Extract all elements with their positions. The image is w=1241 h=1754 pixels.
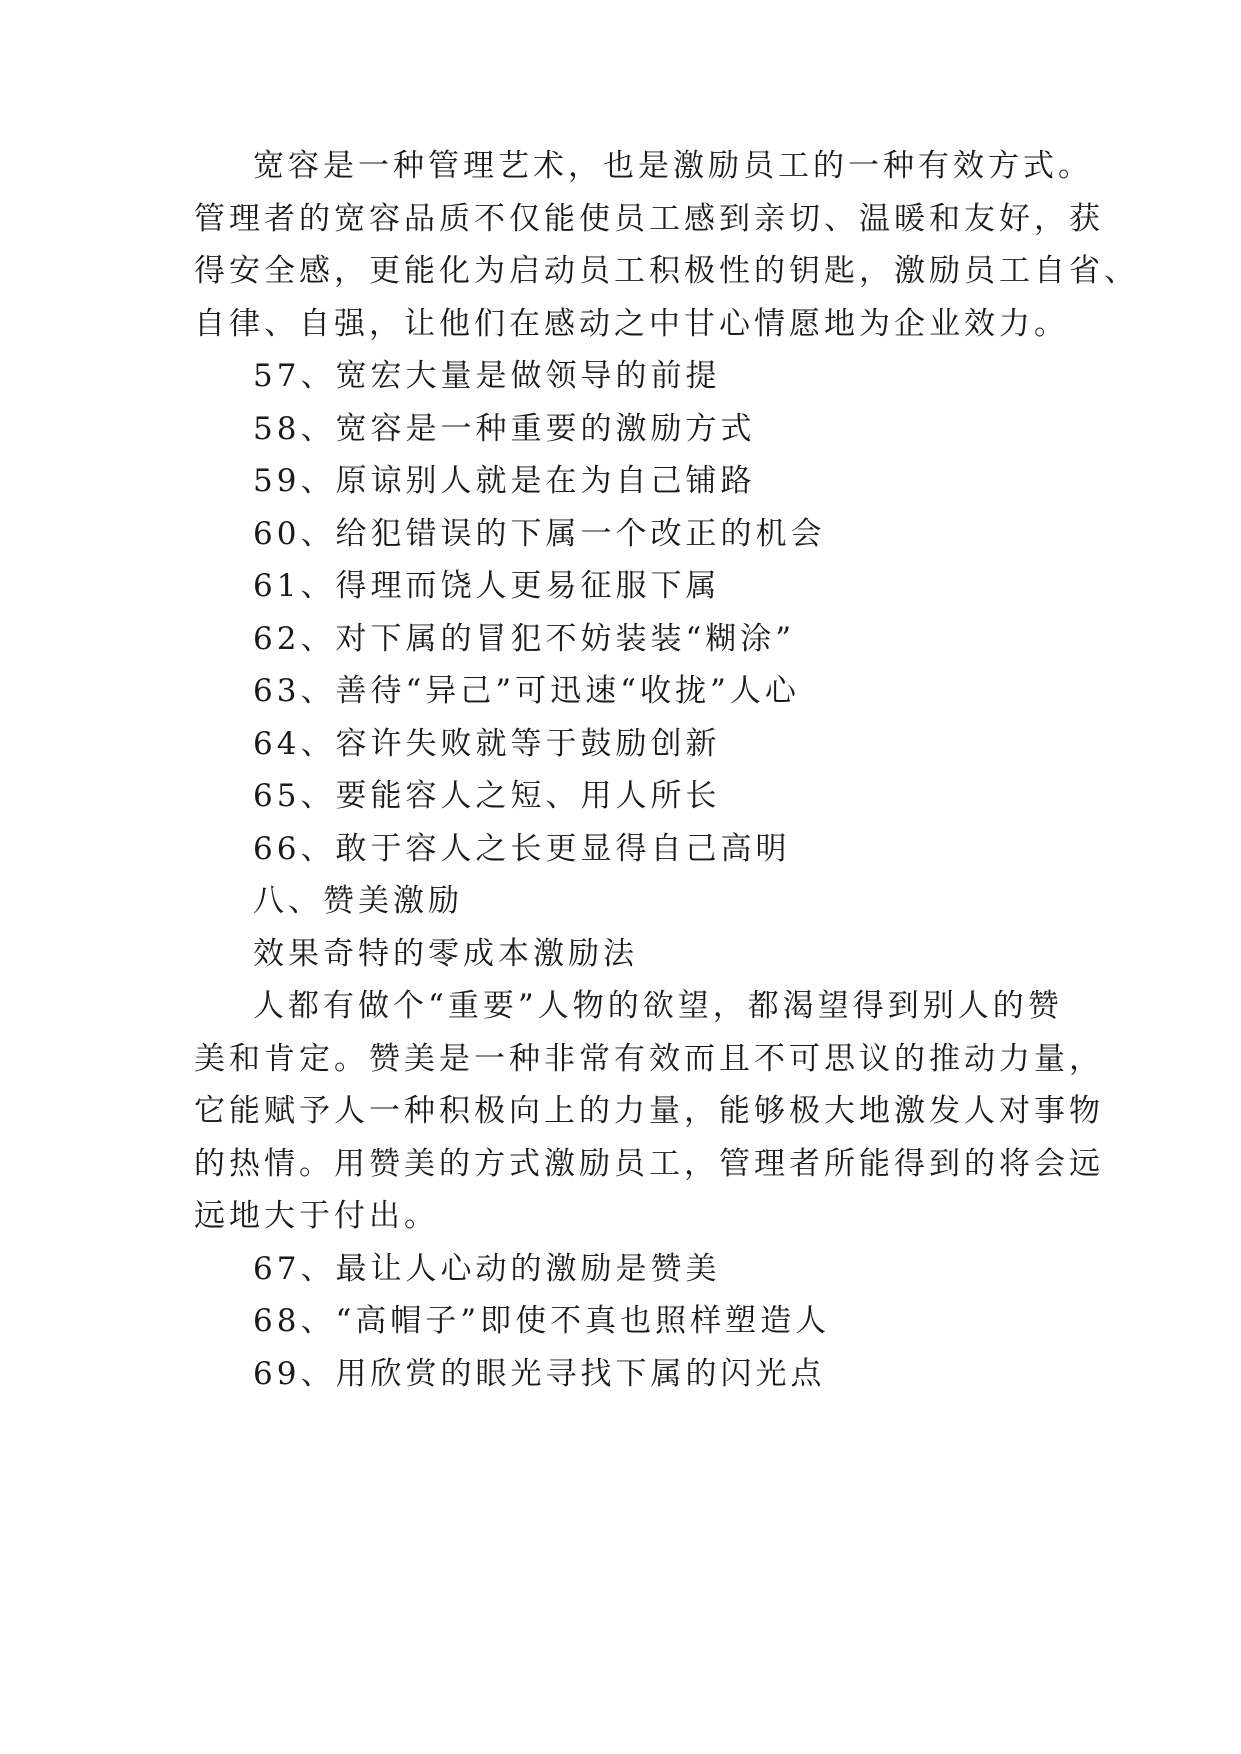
- list-item: 67、最让人心动的激励是赞美: [253, 1251, 721, 1287]
- list-item: 61、得理而饶人更易征服下属: [253, 568, 721, 604]
- paragraph-line: 宽容是一种管理艺术，也是激励员工的一种有效方式。: [253, 148, 1093, 184]
- section-heading: 八、赞美激励: [253, 883, 463, 919]
- list-item: 59、原谅别人就是在为自己铺路: [253, 463, 756, 499]
- list-item: 68、“高帽子”即使不真也照样塑造人: [253, 1303, 831, 1339]
- paragraph-line: 得安全感，更能化为启动员工积极性的钥匙，激励员工自省、: [194, 253, 1139, 289]
- list-item: 63、善待“异己”可迅速“收拢”人心: [253, 673, 800, 709]
- list-item: 69、用欣赏的眼光寻找下属的闪光点: [253, 1356, 826, 1392]
- list-item: 58、宽容是一种重要的激励方式: [253, 411, 756, 447]
- list-item: 57、宽宏大量是做领导的前提: [253, 358, 721, 394]
- paragraph-line: 人都有做个“重要”人物的欲望，都渴望得到别人的赞: [253, 988, 1063, 1024]
- paragraph-line: 它能赋予人一种积极向上的力量，能够极大地激发人对事物: [194, 1093, 1104, 1129]
- list-item: 64、容许失败就等于鼓励创新: [253, 726, 721, 762]
- section-subheading: 效果奇特的零成本激励法: [253, 936, 638, 972]
- paragraph-line: 美和肯定。赞美是一种非常有效而且不可思议的推动力量，: [194, 1041, 1104, 1077]
- paragraph-line: 的热情。用赞美的方式激励员工，管理者所能得到的将会远: [194, 1146, 1104, 1182]
- list-item: 62、对下属的冒犯不妨装装“糊涂”: [253, 621, 796, 657]
- paragraph-line: 远地大于付出。: [194, 1198, 439, 1234]
- list-item: 65、要能容人之短、用人所长: [253, 778, 721, 814]
- list-item: 66、敢于容人之长更显得自己高明: [253, 831, 791, 867]
- paragraph-line: 管理者的宽容品质不仅能使员工感到亲切、温暖和友好，获: [194, 201, 1104, 237]
- list-item: 60、给犯错误的下属一个改正的机会: [253, 516, 826, 552]
- paragraph-line: 自律、自强，让他们在感动之中甘心情愿地为企业效力。: [194, 306, 1069, 342]
